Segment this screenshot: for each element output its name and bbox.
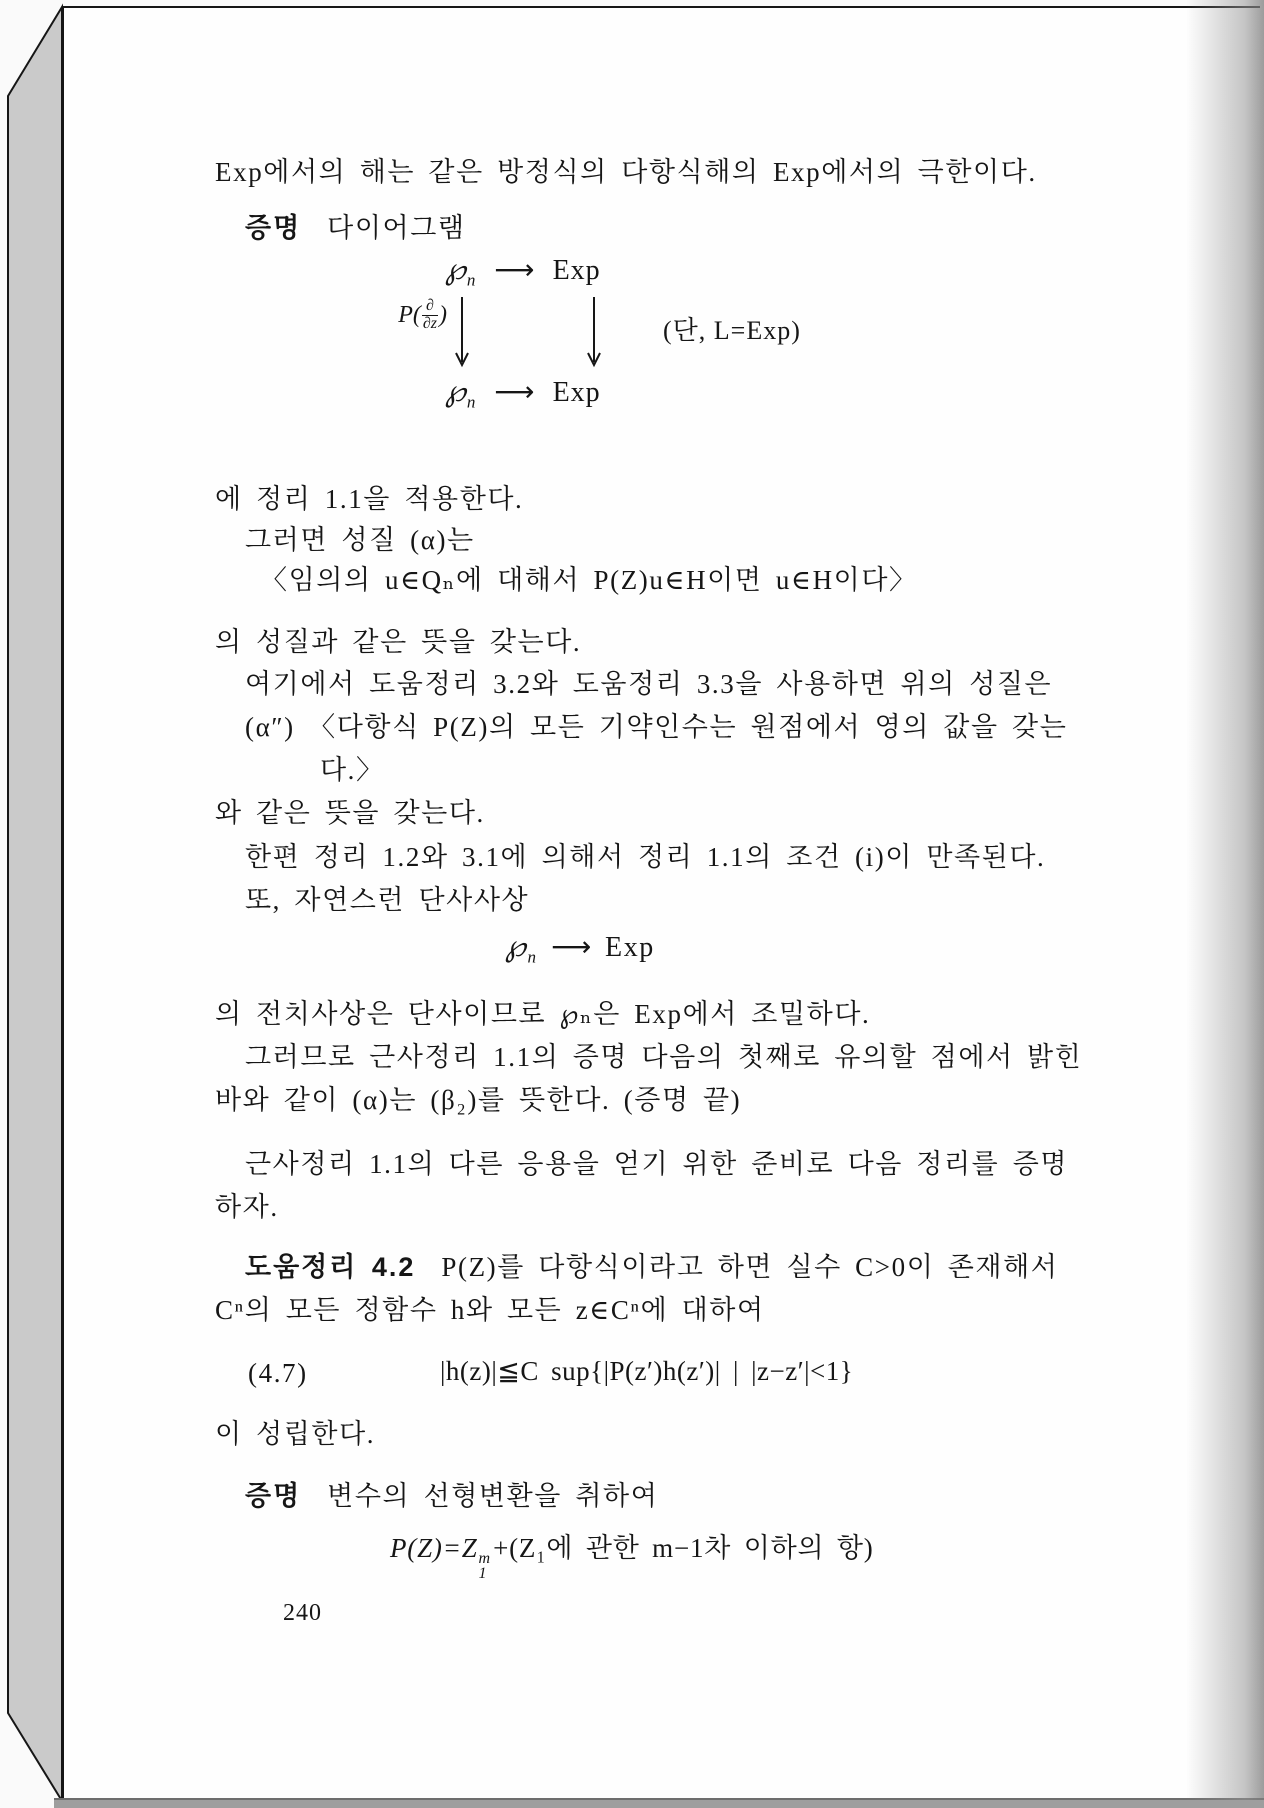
right-arrow-icon: ⟶ — [551, 930, 592, 963]
diagram-bottom-codomain: Exp — [552, 377, 601, 408]
fraction-numerator: ∂ — [422, 298, 438, 316]
diagram-operator-label — [317, 298, 447, 333]
quoted-property-line: (α″) 〈다항식 P(Z)의 모든 기약인수는 원점에서 영의 값을 갖는 — [245, 712, 1068, 742]
z-sup-sub — [479, 1551, 491, 1581]
operator-prefix: P( — [398, 301, 421, 328]
body-line: 바와 같이 (α)는 (β₂)를 뜻한다. (증명 끝) — [215, 1085, 742, 1115]
script-p-subscript: n — [527, 947, 538, 967]
diagram-bottom-row — [445, 374, 601, 413]
diagram-top-row — [445, 252, 601, 291]
body-line: 한편 정리 1.2와 3.1에 의해서 정리 1.1의 조건 (i)이 만족된다. — [245, 842, 1046, 872]
proof-heading-text: 다이어그램 — [327, 213, 466, 243]
paragraph-intro: Exp에서의 해는 같은 방정식의 다항식해의 Exp에서의 극한이다. — [215, 157, 1037, 187]
script-p: ℘ — [445, 253, 467, 286]
operator-suffix: ) — [439, 301, 447, 328]
right-arrow-icon: ⟶ — [494, 253, 535, 286]
equation-rest: +(Z₁에 관한 m−1차 이하의 항) — [493, 1533, 874, 1563]
proof-heading — [245, 1480, 658, 1514]
body-line: 여기에서 도움정리 3.2와 도움정리 3.3을 사용하면 위의 성질은 — [245, 669, 1053, 699]
body-line: 그러면 성질 (α)는 — [245, 525, 475, 555]
map-codomain: Exp — [605, 932, 655, 963]
body-line: 이 성립한다. — [215, 1419, 376, 1449]
subscript-1: 1 — [478, 1565, 487, 1583]
diagram-top-domain — [445, 252, 476, 291]
body-line: 또, 자연스런 단사사상 — [245, 885, 530, 915]
equation-polynomial — [390, 1532, 874, 1581]
page-bottom-edge — [54, 1798, 1264, 1808]
body-line: Cⁿ의 모든 정함수 h와 모든 z∈Cⁿ에 대하여 — [215, 1295, 765, 1325]
script-p-subscript: n — [466, 270, 477, 290]
lemma-statement: P(Z)를 다항식이라고 하면 실수 C>0이 존재해서 — [441, 1252, 1059, 1282]
lemma-heading — [245, 1251, 1058, 1285]
injection-map — [505, 928, 655, 968]
lemma-label: 도움정리 4.2 — [245, 1252, 416, 1282]
script-p: ℘ — [505, 930, 528, 963]
proof-heading — [245, 212, 466, 246]
equation-4-7: |h(z)|≦C sup{|P(z′)h(z′)| | |z−z′|<1} — [440, 1356, 854, 1386]
proof-heading-text: 변수의 선형변환을 취하여 — [327, 1481, 659, 1511]
down-arrow-icon — [453, 296, 471, 368]
right-arrow-icon: ⟶ — [494, 375, 535, 408]
script-p-subscript: n — [466, 392, 477, 412]
equation-number: (4.7) — [248, 1358, 308, 1388]
body-line: 그러므로 근사정리 1.1의 증명 다음의 첫째로 유의할 점에서 밝힌 — [245, 1042, 1083, 1072]
script-p: ℘ — [445, 375, 467, 408]
quoted-property-end: 다.〉 — [320, 755, 385, 785]
page-number: 240 — [283, 1600, 322, 1626]
body-line: 의 성질과 같은 뜻을 갖는다. — [215, 627, 582, 657]
proof-label: 증명 — [245, 1481, 302, 1511]
quoted-property-line: 〈임의의 u∈Qₙ에 대해서 P(Z)u∈H이면 u∈H이다〉 — [260, 565, 918, 595]
down-arrow-icon — [585, 296, 603, 368]
proof-label: 증명 — [245, 213, 302, 243]
fraction-denominator: ∂z — [422, 314, 437, 332]
partial-fraction — [422, 298, 438, 333]
superscript-m: m — [478, 1550, 491, 1567]
commutative-diagram — [398, 252, 915, 442]
body-line: 의 전치사상은 단사이므로 ℘ₙ은 Exp에서 조밀하다. — [215, 999, 871, 1029]
diagram-side-note: (단, L=Exp) — [663, 316, 801, 345]
equation-prefix: P(Z)=Z — [390, 1533, 478, 1563]
body-line: 하자. — [215, 1192, 279, 1222]
body-line: 근사정리 1.1의 다른 응용을 얻기 위한 준비로 다음 정리를 증명 — [245, 1149, 1069, 1179]
body-line: 와 같은 뜻을 갖는다. — [215, 798, 485, 828]
diagram-bottom-domain — [445, 374, 476, 413]
diagram-top-codomain: Exp — [552, 255, 601, 286]
body-line: 에 정리 1.1을 적용한다. — [215, 484, 524, 514]
